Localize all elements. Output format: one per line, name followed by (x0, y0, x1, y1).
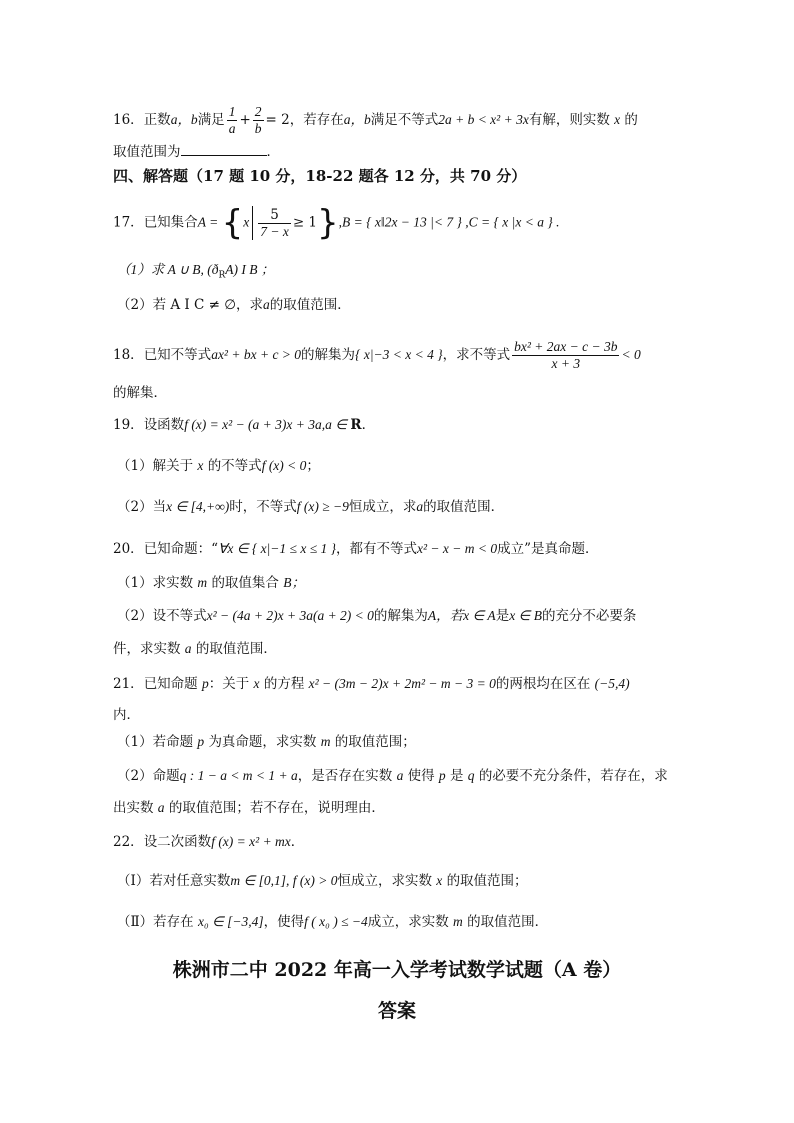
denominator: x + 3 (551, 356, 581, 371)
question-21-sub2 (117, 766, 668, 786)
question-16-line2 (113, 141, 280, 162)
fraction (258, 207, 291, 240)
text: （2）命题 (117, 768, 180, 784)
text: 的取值范围； (334, 734, 416, 750)
text: ； (306, 458, 320, 474)
math-interval: (−5,4) (594, 676, 630, 691)
text: 取值范围为 (113, 144, 181, 160)
text: 成立”是真命题． (497, 541, 599, 557)
question-20-sub1 (117, 573, 305, 593)
question-17-sub2 (117, 295, 351, 315)
question-21-sub1 (117, 732, 416, 752)
brace: { (221, 203, 244, 243)
text: 是 (495, 608, 510, 624)
text: 的取值集合 (211, 575, 279, 591)
text: （2）当 (117, 499, 167, 515)
text: 已知命题：“ (143, 541, 219, 557)
text: ． (361, 417, 376, 433)
text: ，使得 (263, 914, 305, 930)
math: x ∈ [4,+∞) (166, 499, 230, 514)
text: 设函数 (143, 417, 185, 433)
math-var: x (243, 214, 250, 230)
question-19-sub2 (117, 497, 504, 517)
math-var: x (614, 112, 621, 127)
numerator: 5 (258, 207, 291, 224)
question-number: 19． (113, 417, 144, 433)
question-number: 17． (113, 214, 144, 231)
text: 时，不等式 (229, 499, 297, 515)
text: 的取值范围；若不存在，说明理由． (168, 800, 385, 816)
text: （1）解关于 (117, 458, 194, 474)
text: 的取值范围． (467, 914, 549, 930)
math-var: a (157, 800, 165, 815)
math: f (x) ≥ −9 (296, 499, 349, 514)
text: 正数 (143, 112, 171, 128)
math-var: p (438, 768, 446, 783)
question-22 (113, 832, 304, 852)
math-inequality: x² − x − m < 0 (417, 541, 498, 556)
math: = 2 (265, 112, 290, 128)
math-equation: x² − (3m − 2)x + 2m² − m − 3 = 0 (308, 676, 496, 691)
numerator: bx² + 2ax − c − 3b (514, 339, 618, 354)
question-number: 21． (113, 676, 144, 692)
math: f (x) = x² − (a + 3)x + 3a,a ∈ (184, 417, 351, 432)
section-heading: 四、解答题（17 题 10 分，18-22 题各 12 分，共 70 分） (113, 167, 527, 185)
divider (252, 206, 253, 240)
numerator: 1 (228, 104, 236, 119)
text: 的取值范围． (269, 297, 351, 313)
math-var: a，b (343, 112, 371, 127)
question-21-line2: 内． (113, 707, 140, 723)
text: 使得 (407, 768, 435, 784)
text: 的 (624, 112, 638, 128)
text: 出实数 (113, 800, 154, 816)
question-number: 20． (113, 541, 144, 557)
text: 的必要不充分条件，若存在，求 (478, 768, 668, 784)
math: < 0 (621, 347, 641, 362)
question-17-sub1 (117, 260, 274, 286)
math-var: B； (283, 575, 305, 590)
fraction (227, 104, 238, 137)
question-22-sub1 (117, 871, 528, 891)
math: f (x) < 0 (261, 458, 307, 473)
text: 恒成立，求实数 (337, 873, 432, 889)
question-number: 16． (113, 112, 144, 128)
math: m ∈ [0,1], f (x) > 0 (230, 873, 338, 888)
denominator: 7 − x (260, 223, 289, 239)
math-var: p (197, 734, 205, 749)
math-var: m (453, 914, 463, 929)
math: x₀ ∈ [−3,4] (197, 914, 264, 929)
question-20-sub2 (117, 606, 636, 626)
math: x ∈ B (509, 608, 542, 623)
question-22-sub2 (117, 912, 548, 932)
subscript: R (218, 270, 226, 281)
math: ∀x ∈ { x|−1 ≤ x ≤ 1 } (218, 541, 337, 556)
fraction (512, 339, 619, 372)
answer-heading: 答案 (377, 1000, 416, 1022)
math: ≥ 1 (292, 214, 318, 231)
text: 的充分不必要条 (541, 608, 637, 624)
math-var: p (201, 676, 209, 691)
denominator: b (254, 121, 262, 136)
question-18 (113, 339, 641, 372)
text: 的方程 (263, 676, 305, 692)
math-inequality: 2a + b < x² + 3x (438, 112, 529, 127)
numerator: 2 (254, 104, 262, 119)
fraction (253, 104, 264, 137)
math-var: a，b (170, 112, 198, 127)
math: f ( x₀ ) ≤ −4 (304, 914, 368, 929)
question-17 (113, 203, 560, 243)
math-var: a (396, 768, 404, 783)
math-var: x (253, 676, 260, 691)
text: 成立，求实数 (367, 914, 449, 930)
math-var: q (467, 768, 475, 783)
question-20-line3 (113, 639, 277, 659)
text: 的取值范围． (423, 499, 505, 515)
text: 的取值范围． (195, 641, 277, 657)
math: A = (197, 214, 222, 230)
question-number: 22． (113, 834, 144, 850)
text: 满足不等式 (370, 112, 439, 128)
math: x ∈ A (463, 608, 496, 623)
text: ：关于 (208, 676, 250, 692)
text: ． (266, 144, 280, 160)
math-var: a (263, 297, 270, 312)
math-var: m (320, 734, 331, 749)
brace: } (317, 203, 339, 243)
text: 的不等式 (207, 458, 262, 474)
text: ． (290, 834, 305, 850)
text: （Ⅱ）若存在 (117, 914, 194, 930)
denominator: a (228, 121, 236, 136)
exam-title: 株洲市二中 2022 年高一入学考试数学试题（A 卷） (172, 959, 622, 981)
text: ，求不等式 (442, 347, 511, 363)
text: 已知集合 (143, 214, 198, 231)
text: 的两根均在区在 (495, 676, 591, 692)
text: （1）求实数 (117, 575, 194, 591)
text: ，是否存在实数 (297, 768, 393, 784)
text: 设二次函数 (143, 834, 212, 850)
text: 件，求实数 (113, 641, 181, 657)
text: 为真命题，求实数 (208, 734, 317, 750)
text: 已知不等式 (143, 347, 212, 363)
question-21-line3 (113, 798, 385, 818)
math-var: x (436, 873, 443, 888)
math-set-R: R (350, 417, 362, 433)
math: A，若 (427, 608, 464, 623)
math-var: m (197, 575, 208, 590)
math: q : 1 − a < m < 1 + a (179, 768, 298, 783)
text: 的取值范围； (446, 873, 528, 889)
math: （1）求 A ∪ B, (ð (117, 262, 219, 277)
text: （1）若命题 (117, 734, 194, 750)
math-var: a (184, 641, 192, 656)
question-20 (113, 539, 599, 559)
text: 的解集为 (301, 347, 356, 363)
text: ，都有不等式 (336, 541, 418, 557)
math: ,B = { x‖2x − 13 |< 7 } ,C = { x |x < a } . (338, 214, 560, 230)
question-21 (113, 674, 630, 694)
math: A) Ι B ； (225, 262, 275, 277)
math-inequality: x² − (4a + 2)x + 3a(a + 2) < 0 (206, 608, 374, 623)
question-number: 18． (113, 347, 144, 363)
text: 是 (449, 768, 464, 784)
math-var: x (197, 458, 204, 473)
text: 恒成立，求 (348, 499, 417, 515)
question-19-sub1 (117, 456, 320, 476)
answer-blank[interactable] (181, 141, 267, 156)
text: （2）若 A Ι C ≠ ∅，求 (117, 297, 264, 313)
question-16: 16．正数a，b满足 $\frac{1}{a}$ + $\frac{2}{b}$ = 2，若存在a，b满足不等式2a + b < x² + 3x有解，则实数 x 的 (113, 104, 638, 136)
text: 有解，则实数 (528, 112, 610, 128)
text: 已知命题 (143, 676, 198, 692)
math: f (x) = x² + mx (211, 834, 291, 849)
math-inequality: ax² + bx + c > 0 (211, 347, 302, 362)
text: ，若存在 (289, 112, 344, 128)
text: 满足 (197, 112, 225, 128)
math-var: a (416, 499, 424, 514)
question-19 (113, 415, 375, 435)
math-set: { x|−3 < x < 4 } (355, 347, 443, 362)
text: （2）设不等式 (117, 608, 207, 624)
text: 的解集为 (373, 608, 428, 624)
question-18-line2: 的解集． (113, 385, 167, 401)
text: （Ⅰ）若对任意实数 (117, 873, 231, 889)
